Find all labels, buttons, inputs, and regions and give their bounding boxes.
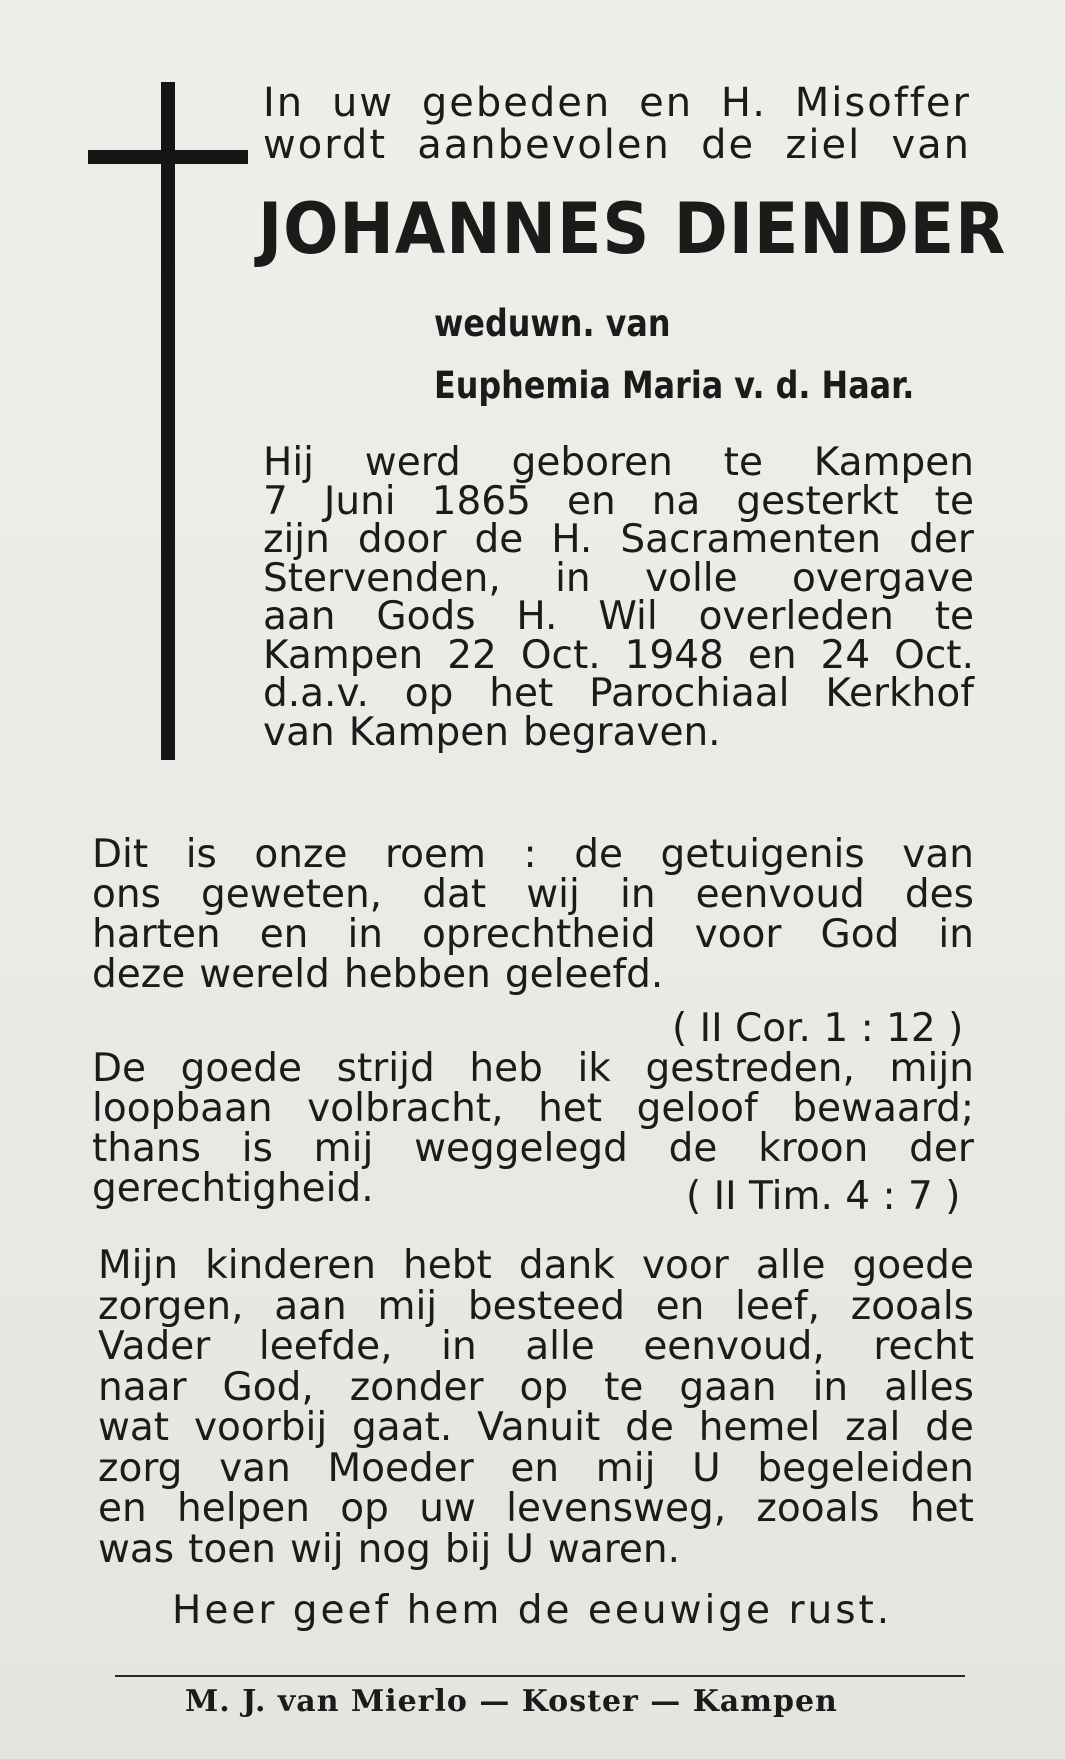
quote-1-line: harten en in oprechtheid voor God in xyxy=(92,912,974,957)
intro-line-2: wordt aanbevolen de ziel van xyxy=(263,122,971,168)
quote-1-reference: ( II Cor. 1 : 12 ) xyxy=(672,1006,964,1051)
quote-2-line: gerechtigheid. xyxy=(92,1166,374,1211)
quote-1-line: deze wereld hebben geleefd. xyxy=(92,952,664,997)
widower-label: weduwn. van xyxy=(434,302,671,345)
parting-words-line: zorg van Moeder en mij U begeleiden xyxy=(98,1445,974,1491)
parting-words-line: en helpen op uw levensweg, zooals het xyxy=(98,1486,974,1531)
parting-words-line: naar God, zonder op te gaan in alles xyxy=(98,1364,974,1410)
quote-2-line: De goede strijd heb ik gestreden, mijn xyxy=(92,1046,974,1091)
quote-1-line: Dit is onze roem : de getuigenis van xyxy=(92,832,974,877)
closing-prayer: Heer geef hem de eeuwige rust. xyxy=(172,1588,893,1633)
biography-line: zijn door de H. Sacramenten der xyxy=(263,517,974,562)
parting-words-line: was toen wij nog bij U waren. xyxy=(98,1526,680,1572)
deceased-name: JOHANNES DIENDER xyxy=(258,188,1007,270)
biography-line: Hij werd geboren te Kampen xyxy=(263,440,974,485)
divider-line xyxy=(115,1675,965,1677)
quote-1-line: ons geweten, dat wij in eenvoud des xyxy=(92,872,974,917)
biography-line: d.a.v. op het Parochiaal Kerkhof xyxy=(263,671,974,716)
biography-line: Kampen 22 Oct. 1948 en 24 Oct. xyxy=(263,632,974,678)
intro-line-1: In uw gebeden en H. Misoffer xyxy=(263,80,971,126)
printer-credit: M. J. van Mierlo — Koster — Kampen xyxy=(185,1684,838,1719)
biography-line: van Kampen begraven. xyxy=(263,709,721,755)
biography-line: aan Gods H. Wil overleden te xyxy=(263,594,974,639)
parting-words-line: zorgen, aan mij besteed en leef, zooals xyxy=(98,1283,974,1329)
quote-2-line: loopbaan volbracht, het geloof bewaard; xyxy=(92,1086,974,1131)
cross-vertical-bar xyxy=(161,82,175,760)
parting-words-line: Mijn kinderen hebt dank voor alle goede xyxy=(98,1243,974,1288)
parting-words-line: wat voorbij gaat. Vanuit de hemel zal de xyxy=(98,1405,974,1450)
biography-line: Stervenden, in volle overgave xyxy=(263,555,974,601)
quote-2-line: thans is mij weggelegd de kroon der xyxy=(92,1126,974,1171)
cross-horizontal-bar xyxy=(88,150,248,164)
spouse-name: Euphemia Maria v. d. Haar. xyxy=(434,364,915,407)
parting-words-line: Vader leefde, in alle eenvoud, recht xyxy=(98,1324,974,1369)
biography-line: 7 Juni 1865 en na gesterkt te xyxy=(263,478,974,524)
quote-2-reference: ( II Tim. 4 : 7 ) xyxy=(686,1174,961,1219)
